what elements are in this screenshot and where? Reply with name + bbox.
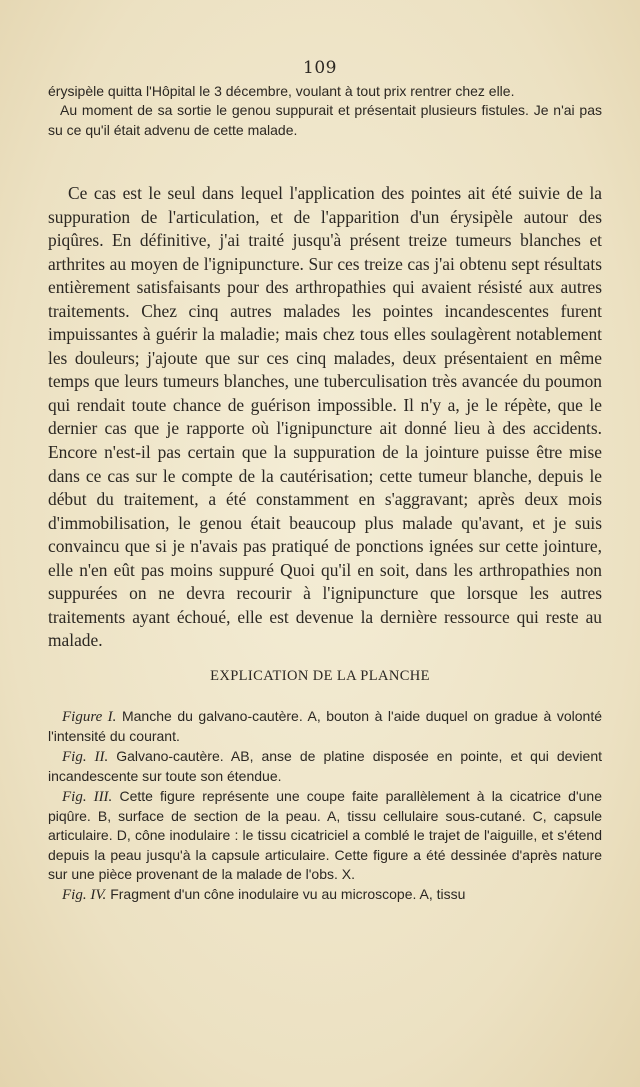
caption-figure-2: [48, 747, 602, 787]
plate-captions: [48, 707, 602, 905]
caption-text: Manche du galvano-cautère. A, bouton à l'aide duquel on gradue à volonté l'intensité du courant.: [48, 708, 603, 745]
caption-figure-1: [48, 707, 602, 747]
paragraph-continuation: érysipèle quitta l'Hôpital le 3 décembre, voulant à tout prix rentrer chez elle.: [48, 83, 515, 99]
paragraph-conclusion: Ce cas est le seul dans lequel l'application des pointes ait été suivie de la suppuration de l'articulation, et de l'apparition d'un érysipèle autour des piqûres. En définitive, j'ai traité jusqu'à présent treize tumeurs blanches et arthrites au moyen de l'ignipuncture. Sur ces treize cas j'ai obtenu sept résultats entièrement satisfaisants pour des arthropathies qui avaient résisté aux autres traitements. Chez cinq autres malades les pointes incandescentes furent impuissantes à guérir la maladie; mais chez tous elles soulagèrent notablement les douleurs; j'ajoute que sur ces cinq malades, deux présentaient en même temps que leurs tumeurs blanches, une tuberculisation très avancée du poumon qui rendait toute chance de guérison impossible. Il n'y a, je le répète, que le dernier cas que je rapporte où l'ignipuncture ait donné lieu à des accidents. Encore n'est-il pas certain que la suppuration de la jointure puisse être mise dans ce cas sur le compte de la cautérisation; cette tumeur blanche, depuis le début du traitement, a été constamment en s'aggravant; après deux mois d'immobilisation, le genou était beaucoup plus malade qu'avant, et je suis convaincu que si je n'avais pas pratiqué de ponctions ignées sur cette jointure, elle n'en eût pas moins suppuré Quoi qu'il en soit, dans les arthropathies non suppurées on ne devra recourir à l'ignipuncture que lorsque les autres traitements ayant échoué, elle est devenue la dernière ressource qui reste au malade.: [48, 183, 602, 651]
caption-text: Galvano-cautère. AB, anse de platine disposée en pointe, et qui devient incandescente sur toute son étendue.: [48, 747, 603, 785]
caption-figure-3: [48, 787, 602, 885]
section-heading: EXPLICATION DE LA PLANCHE: [210, 668, 430, 684]
page-number: 109: [303, 58, 337, 78]
caption-figure-4: [48, 885, 602, 905]
opening-paragraphs: [48, 82, 602, 140]
paragraph-sortie: Au moment de sa sortie le genou suppurait et présentait plusieurs fistules. Je n'ai pas su ce qu'il était advenu de cette malade.: [48, 102, 602, 138]
caption-label: Fig. III.: [62, 788, 113, 805]
caption-label: Figure I.: [62, 709, 117, 725]
caption-text: Cette figure représente une coupe faite parallèlement à la cicatrice d'une piqûre. B, surface de section de la peau. A, tissu cellulaire sous-cutané. C, capsule articulaire. D, cône inodulaire : le tissu cicatriciel a comblé le trajet de l'aiguille, et s'étend depuis la peau jusqu'à la capsule articulaire. Cette figure a été dessinée d'après nature sur une pièce provenant de la malade de l'obs. X.: [48, 787, 603, 883]
caption-label: Fig. IV.: [62, 886, 107, 903]
caption-text: Fragment d'un cône inodulaire vu au microscope. A, tissu: [110, 885, 466, 902]
main-body: [48, 182, 602, 653]
caption-label: Fig. II.: [62, 748, 109, 765]
